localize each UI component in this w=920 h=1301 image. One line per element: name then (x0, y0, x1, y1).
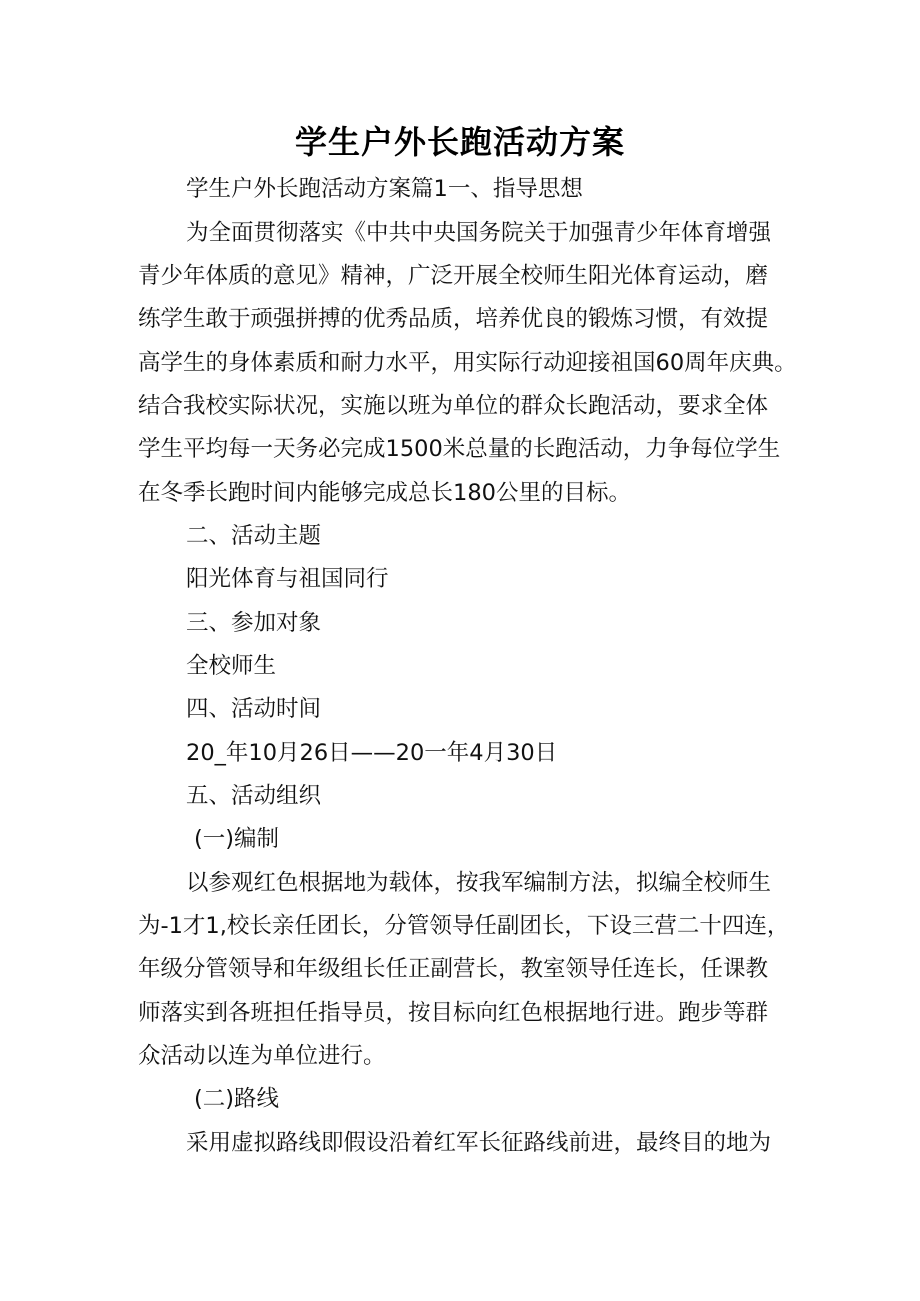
paragraph-line: 采用虚拟路线即假设沿着红军长征路线前进，最终目的地为 (186, 1130, 772, 1156)
section-text: 20_年10月26日——20一年4月30日 (186, 740, 558, 766)
paragraph-line: 师落实到各班担任指导员，按目标向红色根据地行进。跑步等群 (138, 1000, 769, 1026)
section-heading: 五、活动组织 (186, 783, 322, 809)
paragraph-line: 学生平均每一天务必完成1500米总量的长跑活动，力争每位学生 (138, 436, 781, 462)
paragraph-line: 年级分管领导和年级组长任正副营长，教室领导任连长，任课教 (138, 956, 769, 982)
paragraph-line: 青少年体质的意见》精神，广泛开展全校师生阳光体育运动，磨 (138, 263, 769, 289)
section-heading: 四、活动时间 (186, 696, 322, 722)
paragraph-line: 以参观红色根据地为载体，按我军编制方法，拟编全校师生 (186, 870, 772, 896)
paragraph-line: 为全面贯彻落实《中共中央国务院关于加强青少年体育增强 (186, 220, 772, 246)
section-heading: 二、活动主题 (186, 523, 322, 549)
paragraph-line: 众活动以连为单位进行。 (138, 1043, 386, 1069)
paragraph-line: 为-1才1,校长亲任团长，分管领导任副团长，下设三营二十四连， (138, 913, 790, 939)
paragraph-line: 结合我校实际状况，实施以班为单位的群众长跑活动，要求全体 (138, 393, 769, 419)
section-text: 全校师生 (186, 653, 277, 679)
section-heading: 三、参加对象 (186, 610, 322, 636)
document-title: 学生户外长跑活动方案 (294, 123, 625, 161)
paragraph-line: 高学生的身体素质和耐力水平，用实际行动迎接祖国60周年庆典。 (138, 350, 797, 376)
section-text: 阳光体育与祖国同行 (186, 566, 389, 592)
subtitle-line: 学生户外长跑活动方案篇1一、指导思想 (186, 176, 583, 202)
paragraph-line: 练学生敢于顽强拼搏的优秀品质，培养优良的锻炼习惯，有效提 (138, 306, 769, 332)
subsection-heading: (一)编制 (194, 826, 280, 852)
subsection-heading: (二)路线 (194, 1086, 280, 1112)
paragraph-line: 在冬季长跑时间内能够完成总长180公里的目标。 (138, 480, 631, 506)
